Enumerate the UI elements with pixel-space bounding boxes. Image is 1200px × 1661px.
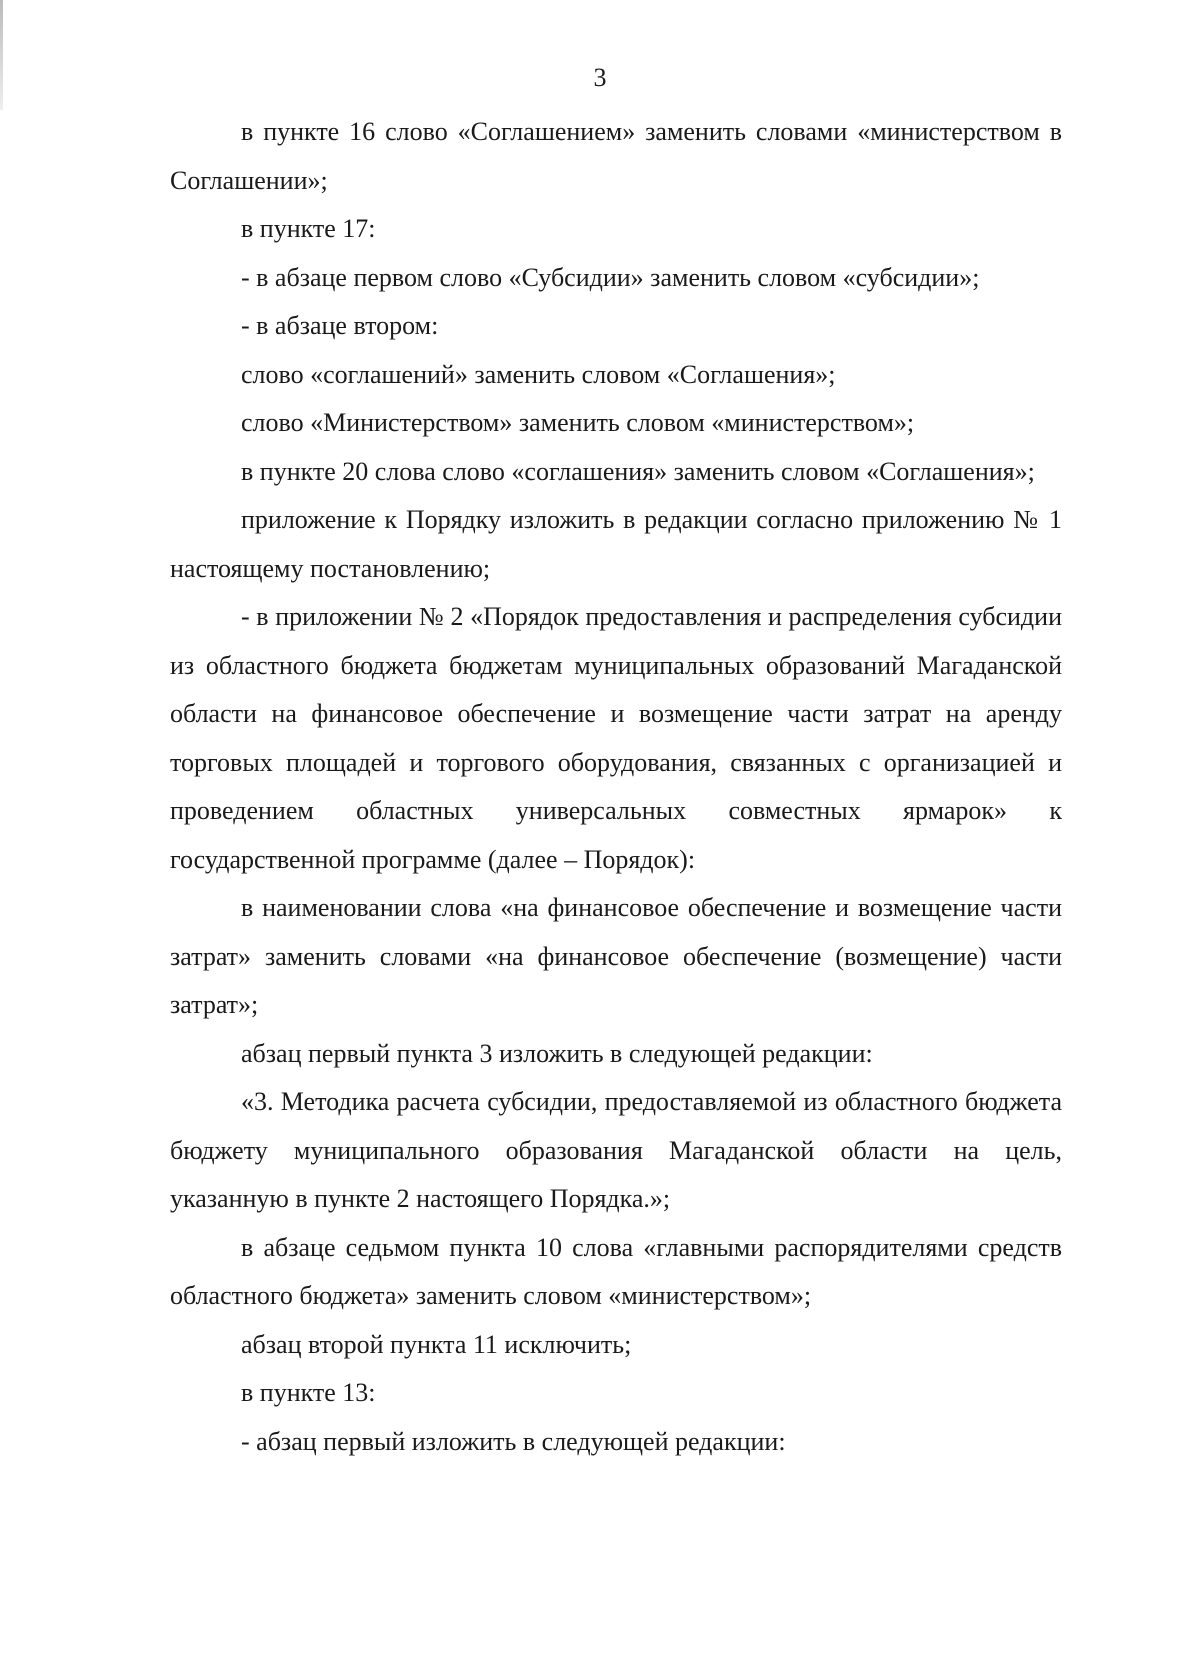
paragraph: - в абзаце втором: (241, 311, 439, 340)
paragraph: абзац первый пункта 3 изложить в следующей редакции: (241, 1038, 873, 1068)
paragraph: слово «Министерством» заменить словом «министерством»; (241, 408, 915, 437)
page-number: 3 (593, 63, 607, 92)
paragraph: «3. Методика расчета субсидии, предоставляемой из областного бюджета бюджету муниципального образования Магаданской области на цель, указанную в пункте 2 настоящего Порядка.»; (170, 1087, 1062, 1213)
paragraph: в пункте 13: (241, 1378, 376, 1407)
paragraph: приложение к Порядку изложить в редакции согласно приложению № 1 настоящему постановлению; (170, 505, 1062, 583)
paragraph: - абзац первый изложить в следующей редакции: (241, 1426, 786, 1456)
paragraph: - в абзаце первом слово «Субсидии» заменить словом «субсидии»; (241, 262, 980, 292)
paragraph: в пункте 16 слово «Соглашением» заменить словами «министерством в Соглашении»; (170, 117, 1062, 195)
document-body (170, 108, 1062, 1466)
paragraph: абзац второй пункта 11 исключить; (241, 1329, 632, 1359)
paragraph: слово «соглашений» заменить словом «Соглашения»; (241, 359, 836, 389)
paragraph: в пункте 20 слова слово «соглашения» заменить словом «Соглашения»; (241, 456, 1035, 486)
paragraph: в наименовании слова «на финансовое обеспечение и возмещение части затрат» заменить словами «на финансовое обеспечение (возмещение) части затрат»; (170, 893, 1062, 1019)
paragraph: в пункте 17: (241, 214, 376, 243)
paragraph: - в приложении № 2 «Порядок предоставления и распределения субсидии из областного бюджета бюджетам муниципальных образований Магаданской области на финансовое обеспечение и возмещение части затрат на аренду торговых площадей и торгового оборудования, связанных с организацией и проведением областных универсальных совместных ярмарок» к государственной программе (далее – Порядок): (170, 602, 1062, 874)
paragraph: в абзаце седьмом пункта 10 слова «главными распорядителями средств областного бюджета» заменить словом «министерством»; (170, 1232, 1062, 1310)
